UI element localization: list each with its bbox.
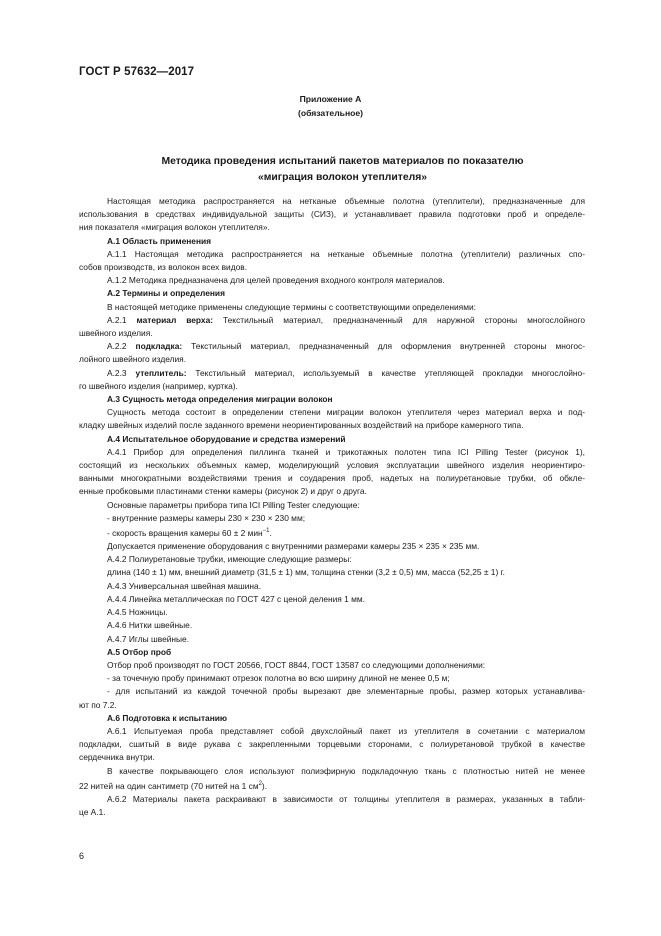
paragraph-text: 22 нитей на один сантиметр (70 нитей на 1 см <box>79 780 259 791</box>
document-body <box>79 195 585 819</box>
paragraph-line: енные пробковыми пластинами стенки камеры (рисунок 2) и друг о друга. <box>79 486 367 497</box>
annex-title: Приложение А <box>299 94 362 104</box>
paragraph-line: ванными многократными воздействиями трения и соударения проб, надетых на полиуретановые трубки, об обкле- <box>79 473 585 484</box>
document-id: ГОСТ Р 57632—2017 <box>79 66 195 78</box>
paragraph-line: В качестве покрывающего слоя используют полиэфирную подкладочную ткань с плотностью нитей не менее <box>107 765 585 776</box>
intro-line: использования в средствах индивидуальной защиты (СИЗ), и устанавливает правила подготовки проб и определе- <box>79 209 585 220</box>
intro-line: Настоящая методика распространяется на нетканые объемные полотна (утеплители), предназначенные для <box>107 196 585 206</box>
paragraph-line: А.4.6 Нитки швейные. <box>107 620 193 631</box>
term-text: Текстильный материал, предназначенный для оформления внутренней стороны многос- <box>182 341 586 352</box>
method-title-line: Методика проведения испытаний пакетов материалов по показателю <box>161 156 524 167</box>
paragraph-line: ют по 7.2. <box>79 699 117 710</box>
paragraph-line: В настоящей методике применены следующие термины с соответствующими определениями: <box>107 301 476 312</box>
section-heading-a1: А.1 Область применения <box>107 235 212 246</box>
term-name: материал верха: <box>136 314 214 325</box>
section-heading-a4: А.4 Испытательное оборудование и средства измерений <box>107 433 346 444</box>
list-item-text: - скорость вращения камеры 60 ± 2 мин <box>107 527 263 538</box>
paragraph-line: А.4.1 Прибор для определения пиллинга тканей и трикотажных полотен типа ICI Pilling Tester (рисунок 1), <box>107 446 585 457</box>
list-item: - за точечную пробу принимают отрезок полотна во всю ширину длиной не менее 0,5 м; <box>107 673 450 684</box>
paragraph-line: А.1.2 Методика предназначена для целей проведения входного контроля материалов. <box>107 275 445 286</box>
term-definition <box>79 340 585 353</box>
paragraph-line: А.4.4 Линейка металлическая по ГОСТ 427 с ценой деления 1 мм. <box>107 593 365 604</box>
superscript: 2 <box>258 780 262 787</box>
page-number: 6 <box>79 851 85 861</box>
list-item: - внутренние размеры камеры 230 × 230 × 230 мм; <box>107 512 306 523</box>
intro-line: ния показателя «миграция волокон утеплителя». <box>79 222 270 233</box>
paragraph-line: А.1.1 Настоящая методика распространяется на нетканые объемные полотна (утеплители) различных спо- <box>107 248 585 259</box>
paragraph-line: Основные параметры прибора типа ICI Pilling Tester следующие: <box>107 499 360 510</box>
paragraph-line: А.4.5 Ножницы. <box>107 607 168 618</box>
paragraph-line: А.4.7 Иглы швейные. <box>107 633 190 644</box>
paragraph-line <box>79 778 585 793</box>
term-name: утеплитель: <box>135 367 187 378</box>
superscript: −1 <box>262 528 270 535</box>
paragraph-line: длина (140 ± 1) мм, внешний диаметр (31,5 ± 1) мм, толщина стенки (3,2 ± 0,5) мм, масса (52,25 ± 1) г. <box>107 567 505 578</box>
paragraph-line: кладку швейных изделий после заданного времени неориентированных воздействий на приборе камерного типа. <box>79 420 524 431</box>
paragraph-line: состоящий из нескольких объемных камер, моделирующий условия эксплуатации швейного изделия неориентиро- <box>79 460 585 471</box>
term-number: А.2.2 <box>107 341 127 352</box>
section-heading-a6: А.6 Подготовка к испытанию <box>107 712 228 723</box>
paragraph-line: собов производств, из волокон всех видов. <box>79 262 248 273</box>
paragraph-line: А.4.2 Полиуретановые трубки, имеющие следующие размеры: <box>107 554 352 565</box>
term-name: подкладка: <box>135 341 183 352</box>
paragraph-line: швейного изделия. <box>79 328 153 339</box>
method-title <box>100 154 585 186</box>
term-text: Текстильный материал, используемый в качестве утепляющей прокладки многослойно- <box>186 367 585 378</box>
term-number: А.2.3 <box>107 367 127 378</box>
section-heading-a5: А.5 Отбор проб <box>107 646 172 657</box>
term-definition <box>79 367 585 380</box>
list-item: - для испытаний из каждой точечной пробы вырезают две элементарные пробы, размер которых устанавлива- <box>107 686 585 697</box>
method-title-line: «миграция волокон утеплителя» <box>257 172 428 183</box>
annex-type: (обязательное) <box>297 108 364 118</box>
section-heading-a3: А.3 Сущность метода определения миграции волокон <box>107 394 333 405</box>
paragraph-line: Отбор проб производят по ГОСТ 20566, ГОСТ 8844, ГОСТ 13587 со следующими дополнениями: <box>107 659 486 670</box>
paragraph-line: го швейного изделия (например, куртка). <box>79 380 238 391</box>
paragraph-line: Сущность метода состоит в определении степени миграции волокон утеплителя через материал верха и под- <box>107 407 585 418</box>
list-item-text: . <box>269 527 272 538</box>
paragraph-line: А.4.3 Универсальная швейная машина. <box>107 580 262 591</box>
paragraph-text: ). <box>261 780 268 791</box>
paragraph-line: подкладки, сшитый в виде рукава с закрепленными торцевыми сторонами, с полиуретановой трубкой в качестве <box>79 739 585 750</box>
paragraph-line: А.6.1 Испытуемая проба представляет собой двухслойный пакет из утеплителя в сочетании с материалом <box>107 725 585 736</box>
paragraph-line: сердечника внутри. <box>79 752 155 763</box>
section-heading-a2: А.2 Термины и определения <box>107 288 225 299</box>
term-text: Текстильный материал, предназначенный для наружной стороны многослойного <box>213 314 586 325</box>
paragraph-line: це А.1. <box>79 806 106 817</box>
term-definition <box>79 314 585 327</box>
term-number: А.2.1 <box>107 314 127 325</box>
paragraph-line: лойного швейного изделия. <box>79 354 187 365</box>
paragraph-line: А.6.2 Материалы пакета раскраивают в зависимости от толщины утеплителя в размерах, указанных в табли- <box>107 793 585 804</box>
list-item <box>79 525 585 540</box>
paragraph-line: Допускается применение оборудования с внутренними размерами камеры 235 × 235 × 235 мм. <box>107 541 480 552</box>
